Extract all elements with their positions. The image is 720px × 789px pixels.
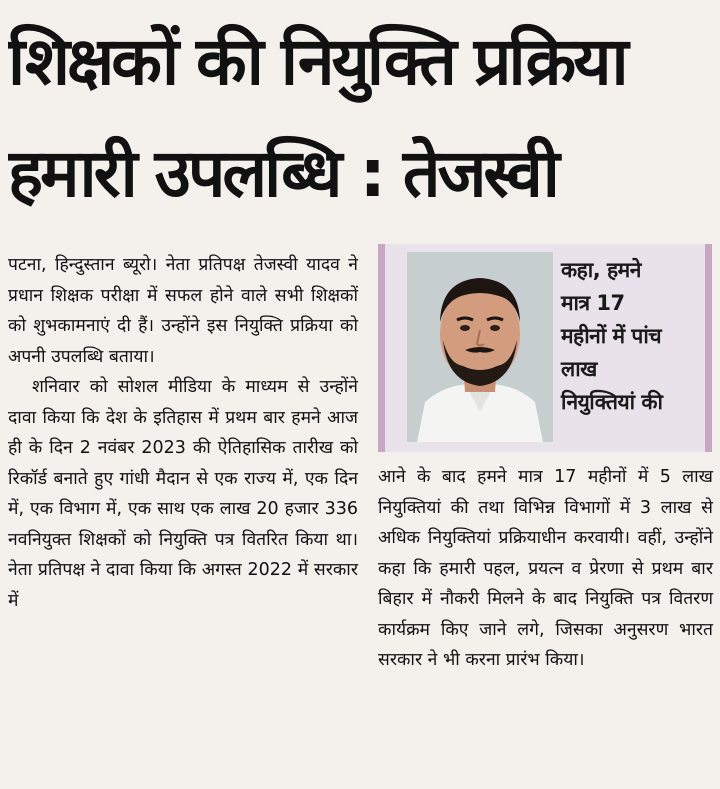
article-paragraph-1: पटना, हिन्दुस्तान ब्यूरो। नेता प्रतिपक्ष तेजस्वी यादव ने प्रधान शिक्षक परीक्षा में सफल होने वाले सभी शिक्षकों को शुभकामनाएं दी हैं। उन्होंने इस नियुक्ति प्रक्रिया को अपनी उपलब्धि बताया। (8, 255, 358, 367)
article-left-column (8, 250, 358, 616)
quote-text (561, 254, 711, 419)
headline-line-1: शिक्षकों की नियुक्ति प्रक्रिया (8, 23, 626, 100)
person-portrait-icon (407, 252, 553, 442)
headline-line-2: हमारी उपलब्धि : तेजस्वी (8, 135, 557, 212)
quote-line-4: लाख (561, 357, 597, 381)
headline (8, 6, 712, 230)
quote-line-1: कहा, हमने (561, 258, 641, 282)
quote-line-3: महीनों में पांच (561, 324, 662, 348)
quote-line-5: नियुक्तियां की (561, 390, 663, 414)
portrait-illustration (407, 252, 553, 442)
article-paragraph-2: शनिवार को सोशल मीडिया के माध्यम से उन्होंने दावा किया कि देश के इतिहास में प्रथम बार हमने आज ही के दिन 2 नवंबर 2023 की ऐतिहासिक तारीख को रिकॉर्ड बनाते हुए गांधी मैदान से एक राज्य में, एक दिन में, एक विभाग में, एक साथ एक लाख 20 हजार 336 नवनियुक्त शिक्षकों को नियुक्ति पत्र वितरित किया था। नेता प्रतिपक्ष ने दावा किया कि अगस्त 2022 में सरकार में (8, 377, 358, 611)
article-right-column: आने के बाद हमने मात्र 17 महीनों में 5 लाख नियुक्तियां की तथा विभिन्न विभागों में 3 लाख से अधिक नियुक्तियां प्रक्रियाधीन करवायी। वहीं, उन्होंने कहा कि हमारी पहल, प्रयत्न व प्रेरणा से प्रथम बार बिहार में नौकरी मिलने के बाद नियुक्ति पत्र वितरण कार्यक्रम किए जाने लगे, जिसका अनुसरण भारत सरकार ने भी करना प्रारंभ किया। (378, 467, 713, 670)
quote-line-2: मात्र 17 (561, 291, 625, 315)
quote-box (378, 244, 712, 452)
